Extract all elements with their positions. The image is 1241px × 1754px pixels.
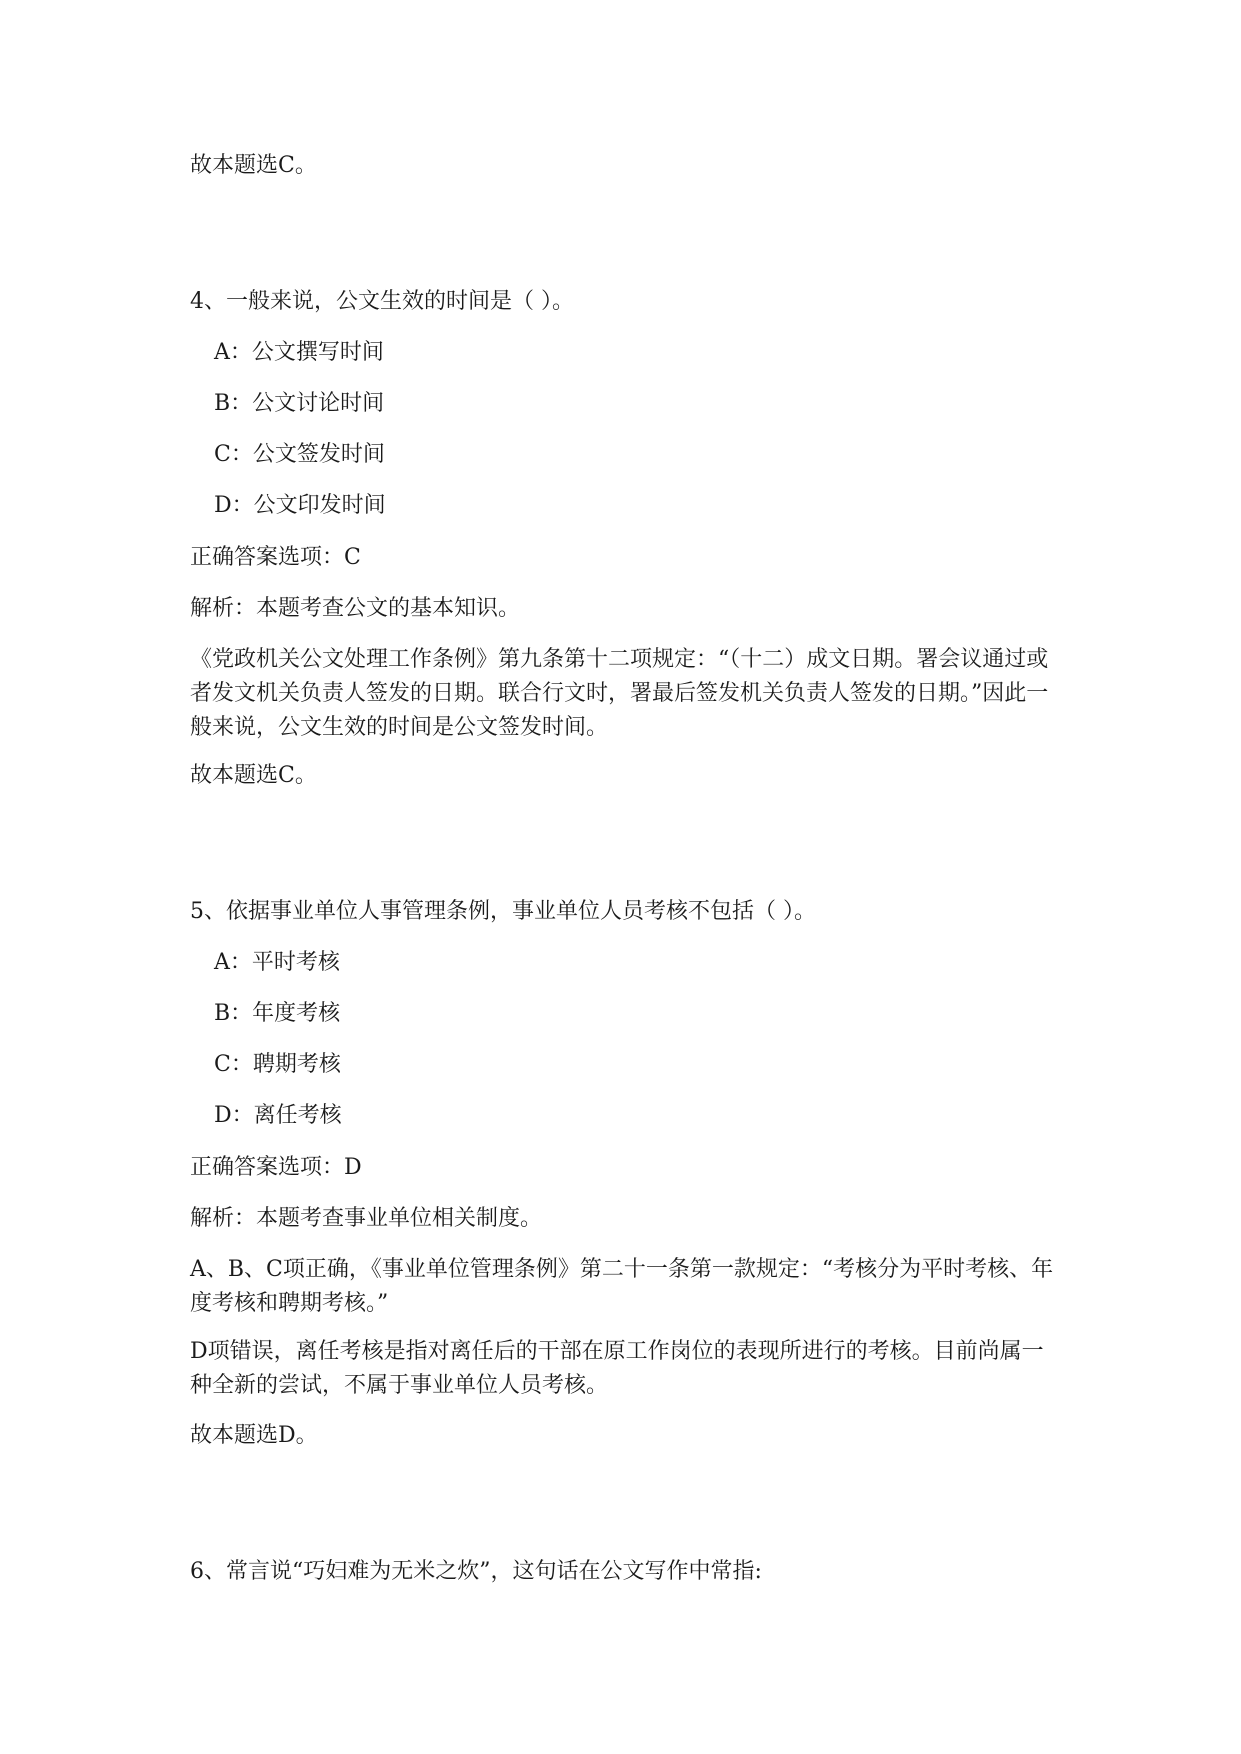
q4-answer: 正确答案选项：C xyxy=(190,545,361,570)
q4-option-b: B：公文讨论时间 xyxy=(214,391,385,416)
q4-conclusion: 故本题选C。 xyxy=(190,763,317,788)
q5-option-b: B：年度考核 xyxy=(214,1001,341,1026)
question-5-text: 5、依据事业单位人事管理条例，事业单位人员考核不包括（ ）。 xyxy=(190,899,816,924)
q5-option-c: C：聘期考核 xyxy=(214,1052,341,1077)
question-4-text: 4、一般来说，公文生效的时间是（ ）。 xyxy=(190,289,574,314)
q4-option-a: A：公文撰写时间 xyxy=(214,340,384,365)
q5-explanation-d: D项错误，离任考核是指对离任后的干部在原工作岗位的表现所进行的考核。目前尚属一种全新的尝试，不属于事业单位人员考核。 xyxy=(190,1339,1044,1398)
q5-explanation-abc: A、B、C项正确，《事业单位管理条例》第二十一条第一款规定：“考核分为平时考核、年度考核和聘期考核。” xyxy=(190,1257,1054,1316)
previous-conclusion: 故本题选C。 xyxy=(190,153,317,178)
q5-answer: 正确答案选项：D xyxy=(190,1155,362,1180)
q4-option-d: D：公文印发时间 xyxy=(214,493,386,518)
q5-conclusion: 故本题选D。 xyxy=(190,1423,318,1448)
q4-analysis: 解析：本题考查公文的基本知识。 xyxy=(190,596,521,621)
q5-option-a: A：平时考核 xyxy=(214,950,340,975)
q4-option-c: C：公文签发时间 xyxy=(214,442,385,467)
question-6-text: 6、常言说“巧妇难为无米之炊”，这句话在公文写作中常指: xyxy=(190,1559,762,1584)
q5-option-d: D：离任考核 xyxy=(214,1103,342,1128)
q4-explanation: 《党政机关公文处理工作条例》第九条第十二项规定：“（十二）成文日期。署会议通过或者发文机关负责人签发的日期。联合行文时，署最后签发机关负责人签发的日期。”因此一般来说，公文生效的时间是公文签发时间。 xyxy=(190,647,1049,740)
q5-analysis: 解析：本题考查事业单位相关制度。 xyxy=(190,1206,543,1231)
